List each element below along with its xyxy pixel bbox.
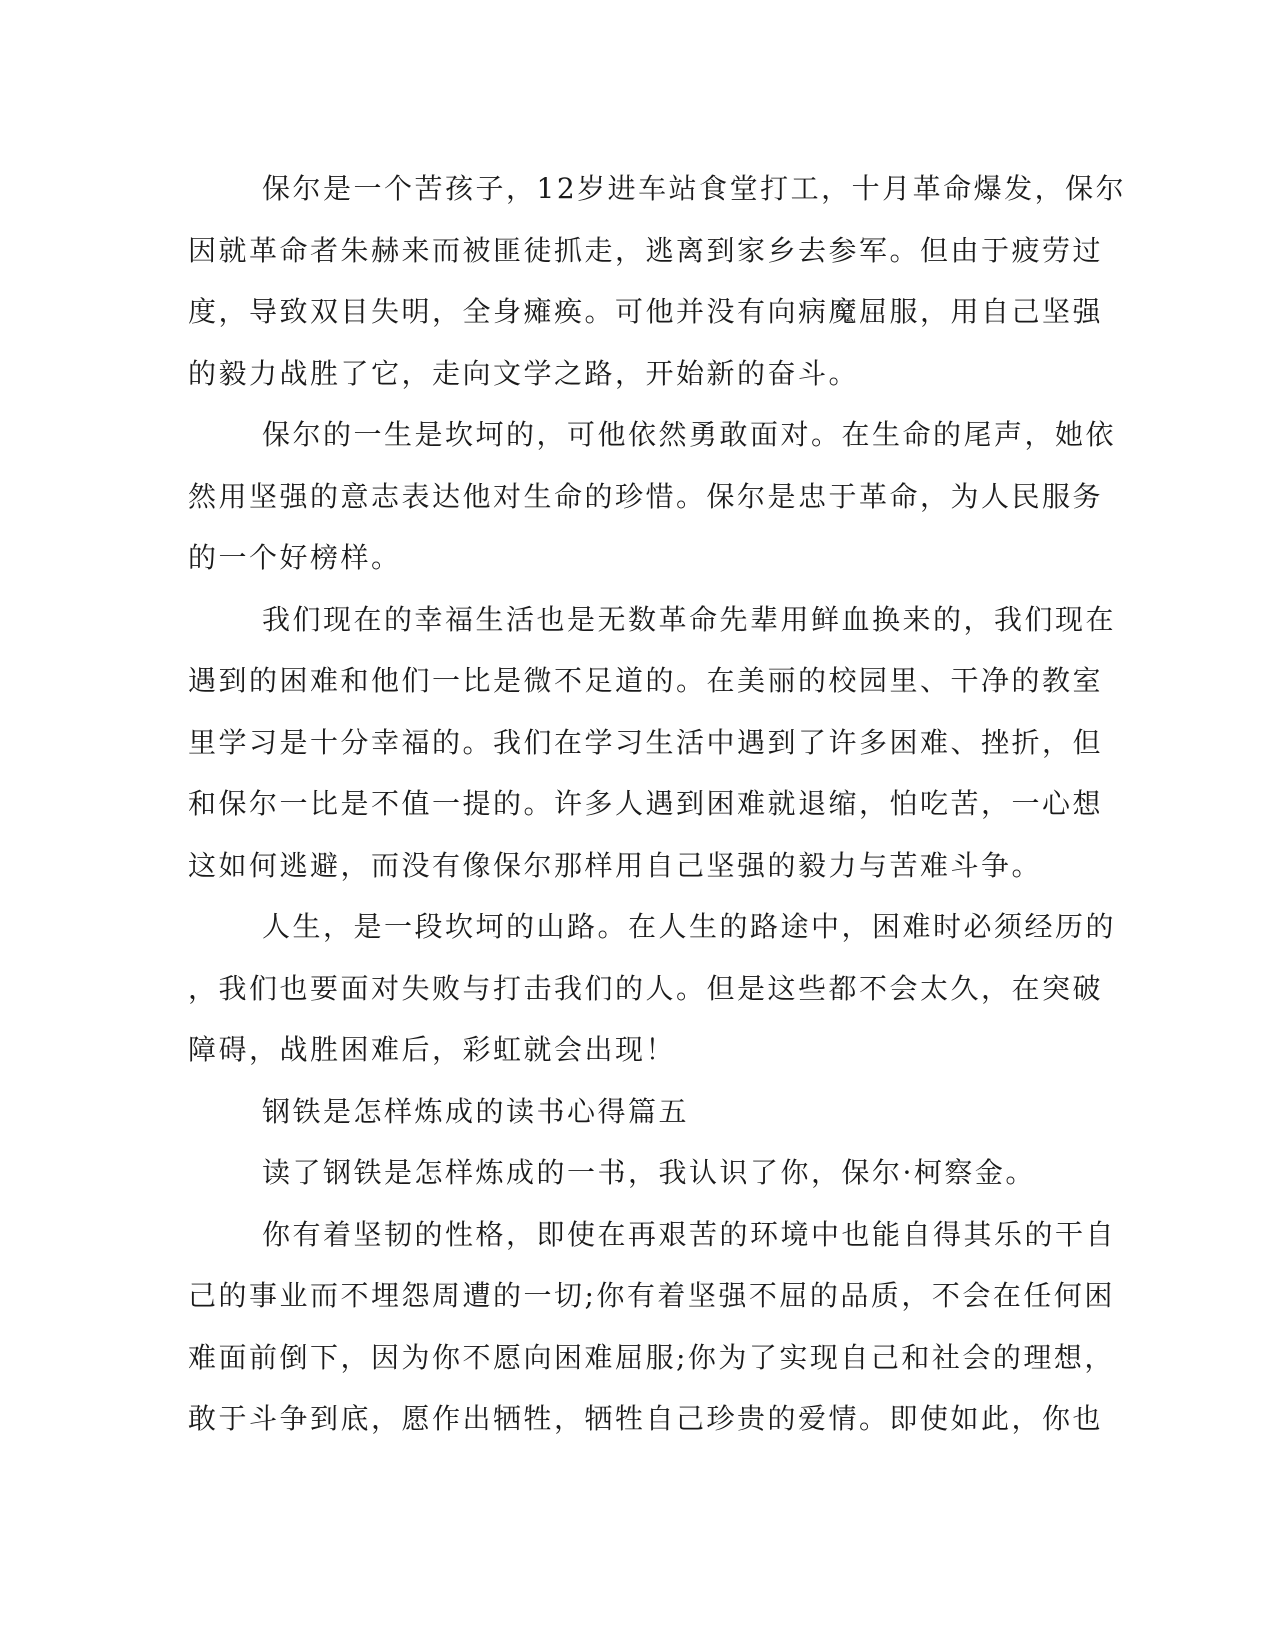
text-line: 保尔的一生是坎坷的，可他依然勇敢面对。在生命的尾声，她依 [262, 418, 1117, 451]
paragraph-4 [188, 896, 1117, 1081]
text-line: 敢于斗争到底，愿作出牺牲，牺牲自己珍贵的爱情。即使如此，你也 [188, 1402, 1104, 1435]
text-line: 度，导致双目失明，全身瘫痪。可他并没有向病魔屈服，用自己坚强 [188, 295, 1104, 328]
text-line: 难面前倒下，因为你不愿向困难屈服;你为了实现自己和社会的理想， [188, 1340, 1115, 1374]
text-line: 的毅力战胜了它，走向文学之路，开始新的奋斗。 [188, 356, 860, 390]
text-line: 你有着坚韧的性格，即使在再艰苦的环境中也能自得其乐的干自 [262, 1217, 1117, 1251]
text-line: 保尔是一个苦孩子，12岁进车站食堂打工，十月革命爆发，保尔 [262, 172, 1127, 205]
paragraph-1 [188, 158, 1127, 404]
text-line: 障碍，战胜困难后，彩虹就会出现！ [188, 1033, 677, 1066]
text-line: 己的事业而不埋怨周遭的一切;你有着坚强不屈的品质，不会在任何困 [188, 1279, 1115, 1312]
text-line: 读了钢铁是怎样炼成的一书，我认识了你，保尔·柯察金。 [262, 1156, 1036, 1189]
paragraph-2 [188, 404, 1117, 589]
paragraph-3 [188, 589, 1117, 897]
text-line: 遇到的困难和他们一比是微不足道的。在美丽的校园里、干净的教室 [188, 664, 1104, 697]
document-body [188, 158, 1127, 1450]
section-heading [188, 1081, 1088, 1143]
text-line: ，我们也要面对失败与打击我们的人。但是这些都不会太久，在突破 [188, 971, 1104, 1005]
paragraph-7 [188, 1204, 1117, 1450]
text-line: 我们现在的幸福生活也是无数革命先辈用鲜血换来的，我们现在 [262, 602, 1117, 636]
heading-line: 钢铁是怎样炼成的读书心得篇五 [262, 1094, 690, 1128]
paragraph-6 [188, 1142, 1088, 1204]
text-line: 里学习是十分幸福的。我们在学习生活中遇到了许多困难、挫折，但 [188, 725, 1104, 759]
text-line: 的一个好榜样。 [188, 541, 402, 574]
text-line: 人生，是一段坎坷的山路。在人生的路途中，困难时必须经历的 [262, 910, 1117, 943]
text-line: 和保尔一比是不值一提的。许多人遇到困难就退缩，怕吃苦，一心想 [188, 787, 1104, 820]
text-line: 这如何逃避，而没有像保尔那样用自己坚强的毅力与苦难斗争。 [188, 848, 1043, 882]
text-line: 因就革命者朱赫来而被匪徒抓走，逃离到家乡去参军。但由于疲劳过 [188, 233, 1104, 267]
text-line: 然用坚强的意志表达他对生命的珍惜。保尔是忠于革命，为人民服务 [188, 479, 1104, 513]
